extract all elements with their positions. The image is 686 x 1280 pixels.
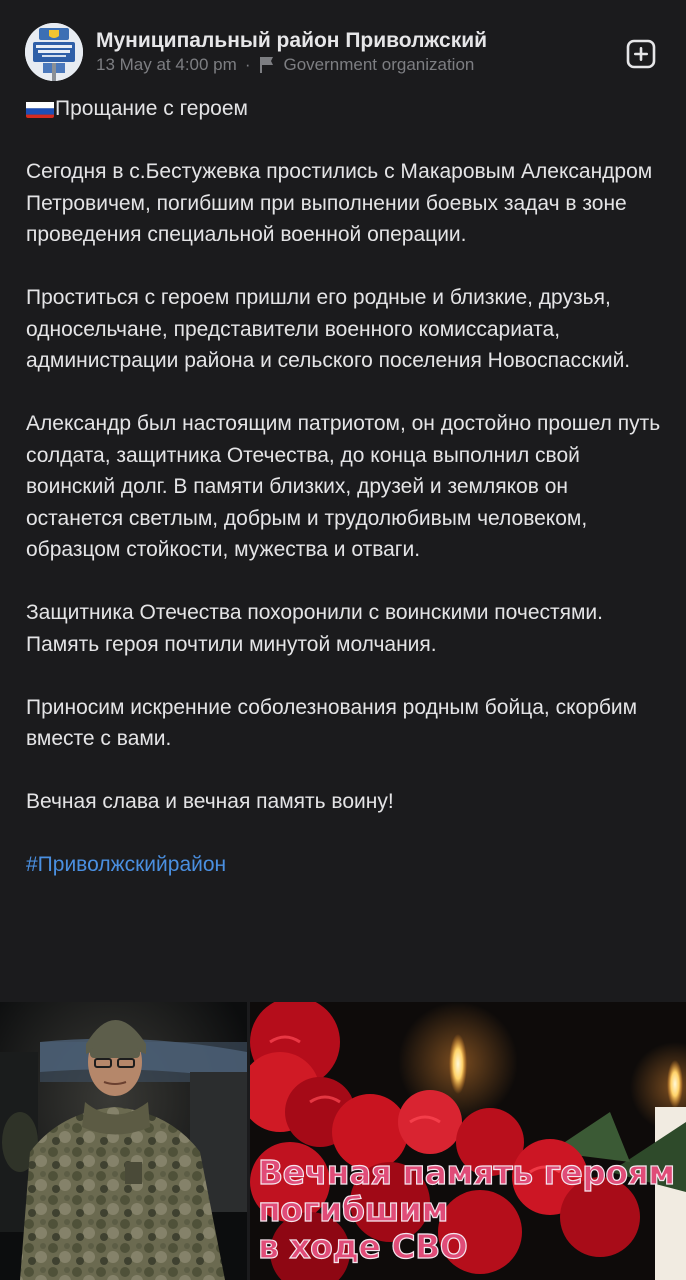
photo-gallery (0, 1002, 686, 1280)
post-paragraph: Проститься с героем пришли его родные и близкие, друзья, односельчане, представители военного комиссариата, администрации района и сельского поселения Новоспасский. (26, 286, 631, 372)
post-timestamp[interactable]: 13 May at 4:00 pm (96, 55, 237, 74)
post-title-text: Прощание с героем (55, 97, 248, 120)
author-name[interactable]: Муниципальный район Приволжский (96, 29, 488, 52)
avatar-logo (25, 23, 83, 81)
post-meta (96, 55, 474, 75)
post-paragraph: Защитника Отечества похоронили с воинскими почестями. Память героя почтили минутой молчания. (26, 601, 603, 656)
post-paragraph: Александр был настоящим патриотом, он достойно прошел путь солдата, защитника Отечества, до конца выполнил свой воинский долг. В памяти близких, друзей и земляков он останется светлым, добрым и трудолюбивым человеком, образцом стойкости, мужества и отваги. (26, 412, 661, 561)
page-type: Government organization (283, 55, 475, 74)
post-paragraph: Сегодня в с.Бестужевка простились с Макаровым Александром Петровичем, погибшим при выполнении боевых задач в зоне проведения специальной военной операции. (26, 160, 653, 246)
memorial-caption: Вечная память героям погибшим в ходе СВО (258, 1153, 675, 1266)
hashtag-link[interactable]: #Приволжскийрайон (26, 853, 227, 876)
post-body (26, 93, 666, 881)
add-button[interactable] (626, 39, 656, 69)
meta-separator: · (244, 55, 251, 74)
avatar[interactable] (25, 23, 83, 81)
memorial-image[interactable] (250, 1002, 686, 1280)
russian-flag-icon (26, 99, 54, 118)
plus-square-icon (626, 39, 656, 69)
post-title (26, 93, 666, 125)
soldier-photo[interactable] (0, 1002, 247, 1280)
post-paragraph: Приносим искренние соболезнования родным бойца, скорбим вместе с вами. (26, 695, 638, 750)
post-header (0, 0, 686, 90)
flag-icon (259, 56, 275, 74)
post-paragraph: Вечная слава и вечная память воину! (26, 790, 394, 813)
